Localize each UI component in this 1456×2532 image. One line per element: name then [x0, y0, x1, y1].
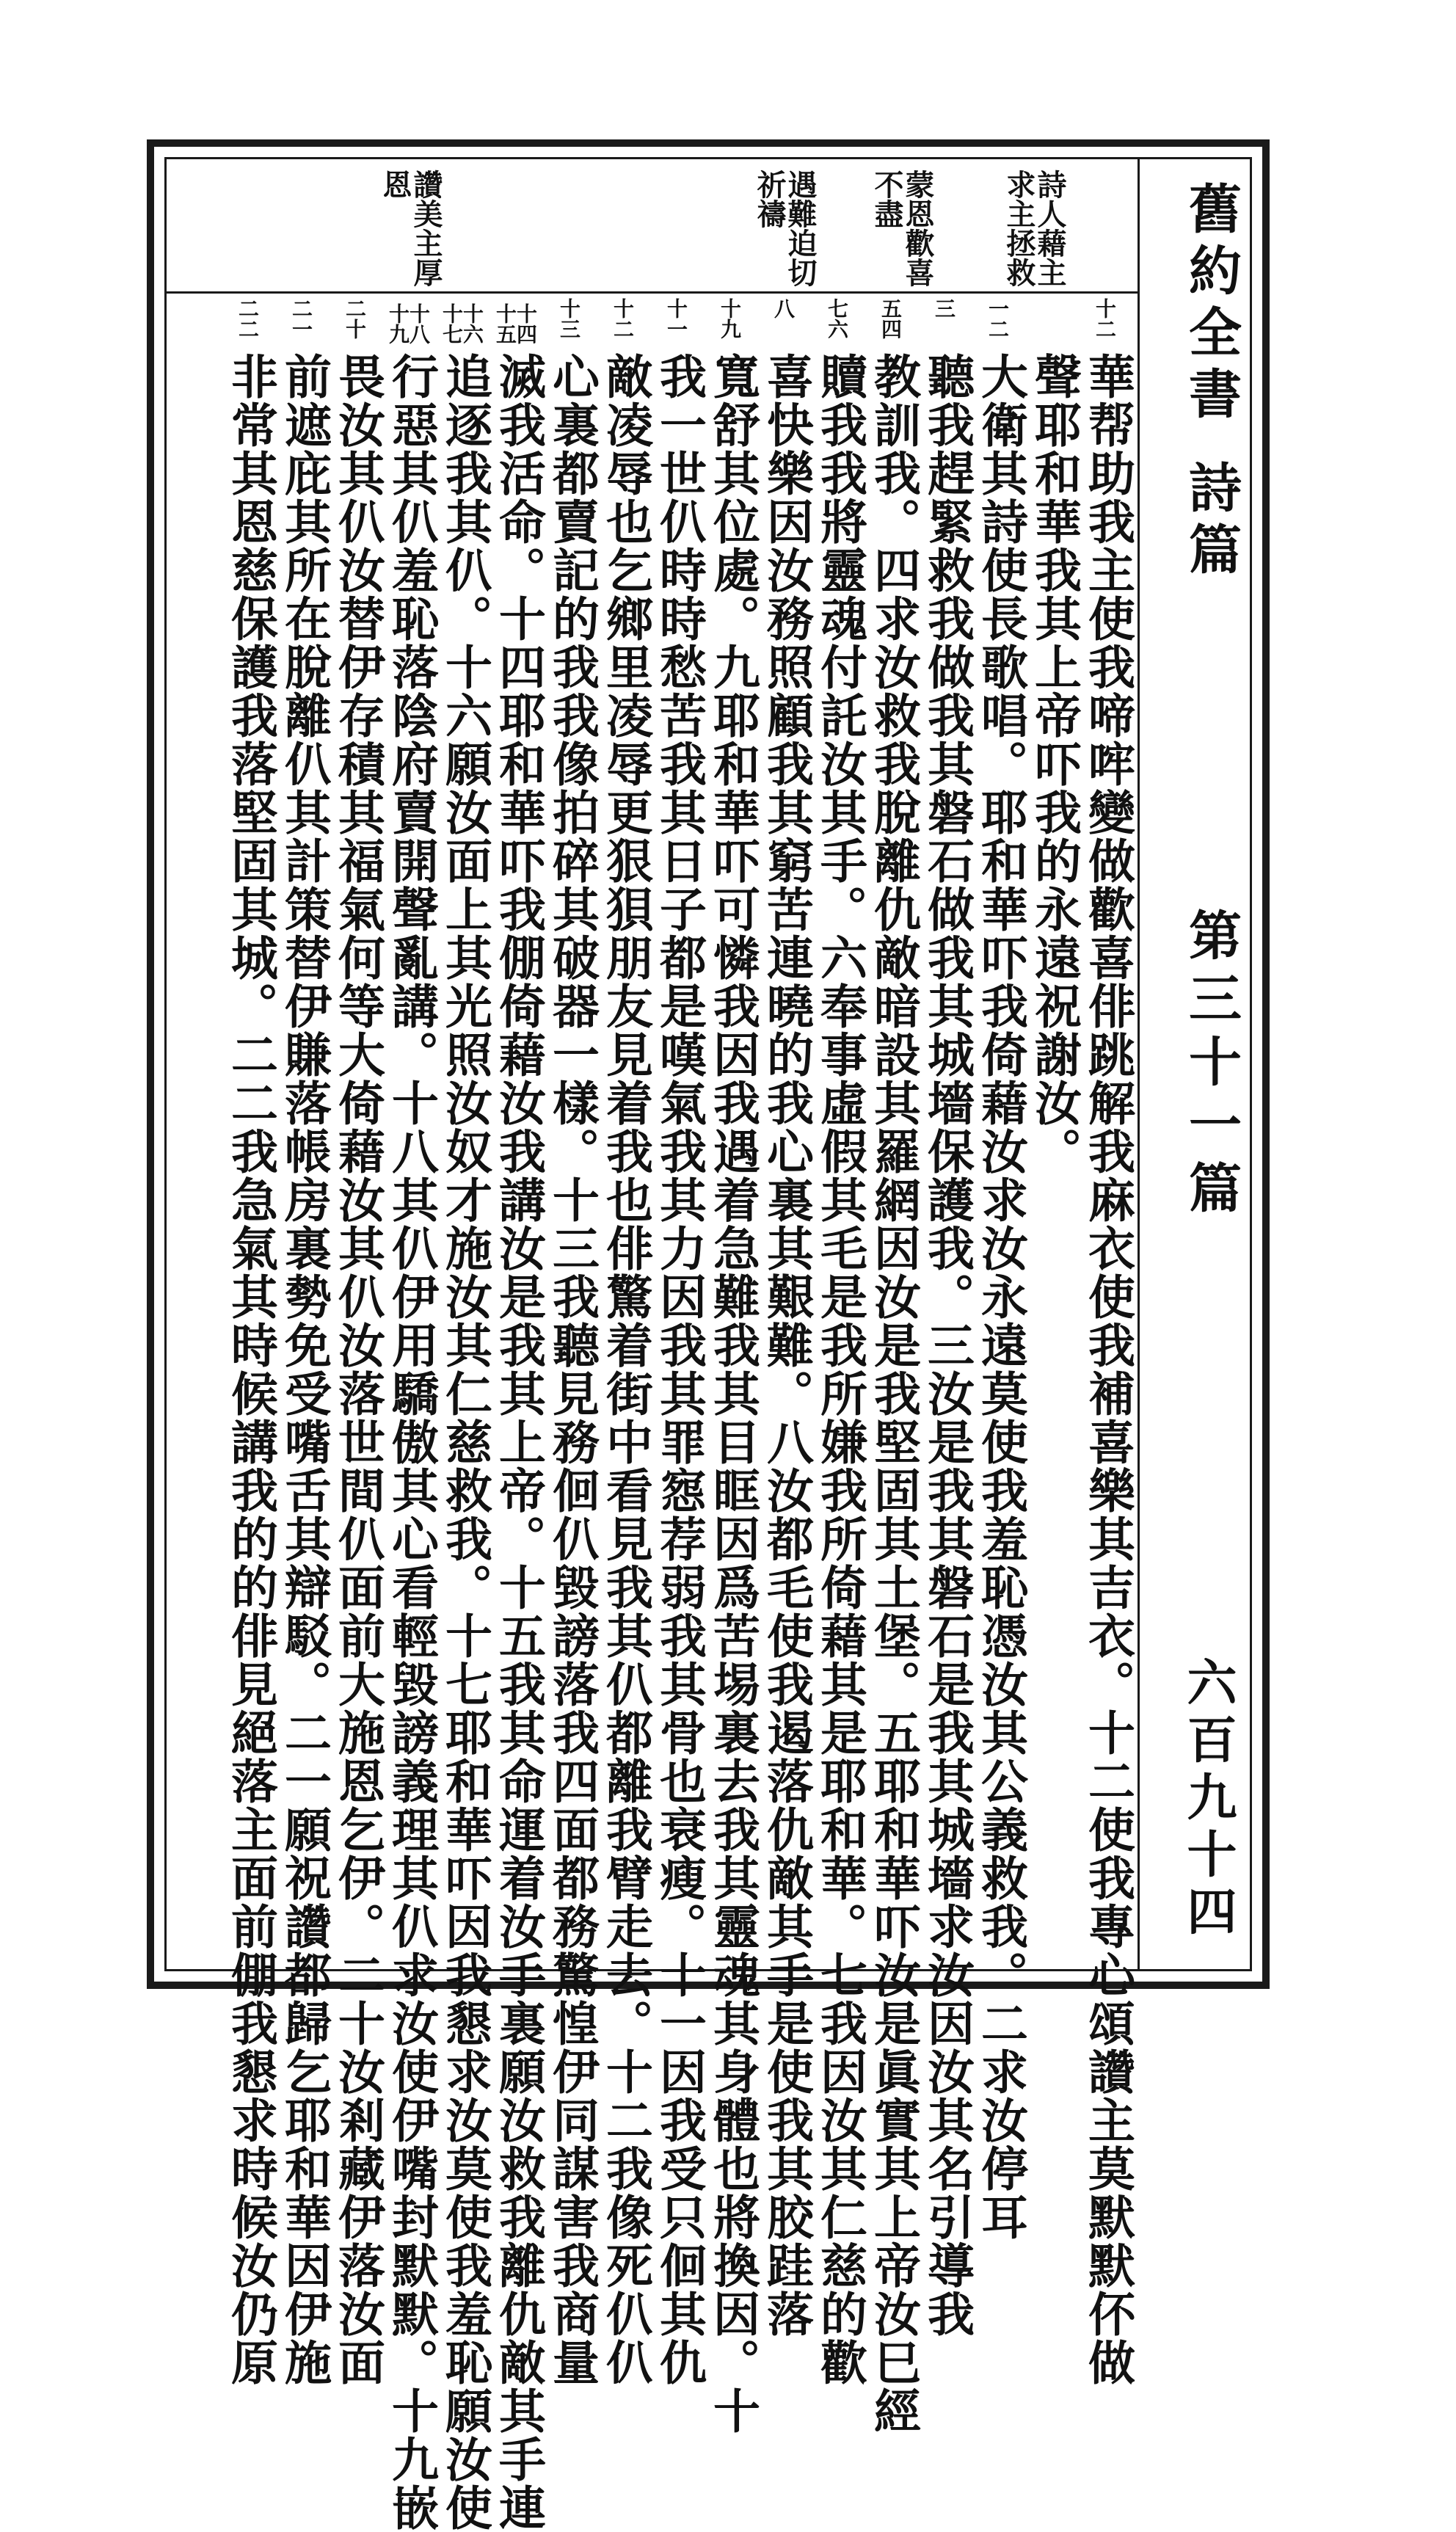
verse-text-area — [167, 294, 1140, 2532]
verse-column — [969, 294, 1028, 2241]
page-number: 六百九十四 — [1179, 1656, 1237, 1943]
verse-line: 寬舒其位處。九耶和華吓可憐我因我遇着急難我其目眶因爲苦埸裏去我其靈魂其身體也將換因。十 — [705, 352, 760, 2435]
marginal-note — [871, 170, 933, 287]
note-line: 蒙恩歡喜 — [900, 170, 935, 287]
verse-number: 十八十九 — [386, 303, 431, 344]
inner-frame — [164, 157, 1252, 2532]
marginal-notes-band — [167, 159, 1140, 294]
verse-line: 畏汝其仈汝替伊存積其福氣何等大倚藉汝其仈汝落世間仈面前大施恩乞伊。二十汝剎藏伊落汝面 — [330, 352, 385, 2387]
verse-line: 喜快樂因汝務照顧我其窮苦連曉的我心裏其艱難。八汝都毛使我遏落仇敵其手是使我其胶跬落 — [759, 352, 814, 2338]
verse-number: 十二 — [611, 298, 635, 339]
verse-column — [273, 294, 332, 2387]
note-line: 詩人藉主 — [1033, 170, 1067, 287]
book-title: 舊約全書 — [1180, 181, 1242, 428]
verse-column — [916, 294, 975, 2338]
verse-line: 非常其恩慈保護我落堅固其城。二二我急氣其時候講我的的俳見絕落主面前倗我懇求時候汝仍原 — [223, 352, 278, 2387]
verse-number: 十四十五 — [493, 303, 538, 344]
note-line: 祈禱 — [752, 170, 787, 228]
verse-column — [1077, 294, 1135, 2387]
verse-number: 二十 — [343, 298, 367, 339]
verse-line: 聲耶和華我其上帝吓我的永遠祝謝汝。 — [1027, 352, 1082, 1176]
verse-line: 教訓我。四求汝救我脫離仇敵暗設其羅網因汝是我堅固其土堡。五耶和華吓汝是眞實其上帝汝巳經 — [866, 352, 921, 2435]
note-line: 不盡 — [870, 170, 904, 228]
verse-number: 一二 — [986, 298, 1010, 339]
marginal-note — [379, 170, 441, 287]
verse-number: 十一 — [664, 298, 688, 339]
chapter-title: 第三十一篇 — [1180, 908, 1242, 1223]
verse-number: 十三 — [557, 298, 581, 339]
page-frame — [147, 139, 1270, 2532]
verse-number: 七六 — [825, 298, 849, 339]
verse-number: 三 — [932, 298, 956, 319]
verse-column — [862, 294, 921, 2435]
verse-column — [809, 294, 867, 2387]
verse-line: 心裏都賣記的我我像拍碎其破器一樣。十三我聽見務佪仈毀謗落我四面都務驚惶伊同謀害我商量 — [545, 352, 600, 2387]
note-line: 求主拯救 — [1002, 170, 1036, 287]
verse-column — [219, 294, 278, 2387]
verse-column — [1023, 294, 1082, 1969]
verse-line: 滅我活命。十四耶和華吓我倗倚藉汝我講汝是我其上帝。十五我其命運着汝手裏願汝救我離仇敵其手連 — [491, 352, 546, 2532]
verse-column — [327, 294, 385, 2387]
verse-line: 大衛其詩使長歌唱。耶和華吓我倚藉汝求汝永遠莫使我羞恥憑汝其公義救我。二求汝停耳 — [973, 352, 1028, 2241]
verse-line: 敵凌辱也乞鄉里凌辱更狠狽朋友見着我也俳驚着街中看見我其仈都離我臂走去。十二我像死仈仈 — [598, 352, 653, 2387]
verse-line: 贖我我將靈魂付託汝其手。六奉事虛假其毛是我所嫌我所倚藉其是耶和華。七我因汝其仁慈的歡 — [812, 352, 867, 2387]
verse-number — [1023, 298, 1079, 349]
marginal-note — [1003, 170, 1065, 287]
verse-column — [648, 294, 707, 2387]
verse-number: 二一 — [289, 298, 313, 339]
verse-column — [702, 294, 760, 2435]
note-line: 遇難迫切 — [783, 170, 818, 287]
book-name: 詩篇 — [1180, 460, 1242, 583]
verse-column — [380, 294, 439, 2532]
verse-line: 前遮庇其所在脫離仈其計策替伊賺落帳房裏勢免受嘴舌其辯駁。二一願祝讚都歸乞耶和華因伊施 — [277, 352, 332, 2387]
verse-column — [755, 294, 814, 2338]
verse-number: 二二 — [236, 298, 260, 339]
verse-line: 行惡其仈羞恥落陰府賣開聲亂講。十八其仈伊用驕傲其心看輕毀謗義理其仈求汝使伊嘴封默默。十九嵌 — [384, 352, 439, 2532]
marginal-note — [752, 170, 818, 287]
verse-number: 十二 — [1093, 298, 1117, 339]
verse-line: 我一世仈時時愁苦我其日子都是嘆氣我其力因我其罪惌荐弱我其骨也衰瘦。十一因我受只佪其仇 — [652, 352, 707, 2387]
verse-number: 十九 — [718, 298, 742, 339]
note-line: 讚美主厚 — [409, 170, 443, 287]
verse-column — [434, 294, 492, 2532]
verse-column — [541, 294, 600, 2387]
verse-column — [594, 294, 653, 2387]
verse-line: 華帮助我主使我啼哰變做歡喜俳跳解我麻衣使我補喜樂其吉衣。十二使我專心頌讚主莫默默伓做 — [1080, 352, 1135, 2387]
verse-number: 八 — [771, 298, 796, 319]
verse-line: 追逐我其仈。十六願汝面上其光照汝奴才施汝其仁慈救我。十七耶和華吓因我懇求汝莫使我羞恥願汝使 — [437, 352, 492, 2532]
note-line: 恩 — [378, 170, 412, 199]
verse-number: 十六十七 — [440, 303, 484, 344]
running-header-strip — [1138, 159, 1250, 1969]
verse-number: 五四 — [878, 298, 903, 339]
verse-line: 聽我趕緊救我做我其磐石做我其城墻保護我。三汝是我其磐石是我其城墻求汝因汝其名引導我 — [920, 352, 975, 2338]
verse-column — [487, 294, 546, 2532]
